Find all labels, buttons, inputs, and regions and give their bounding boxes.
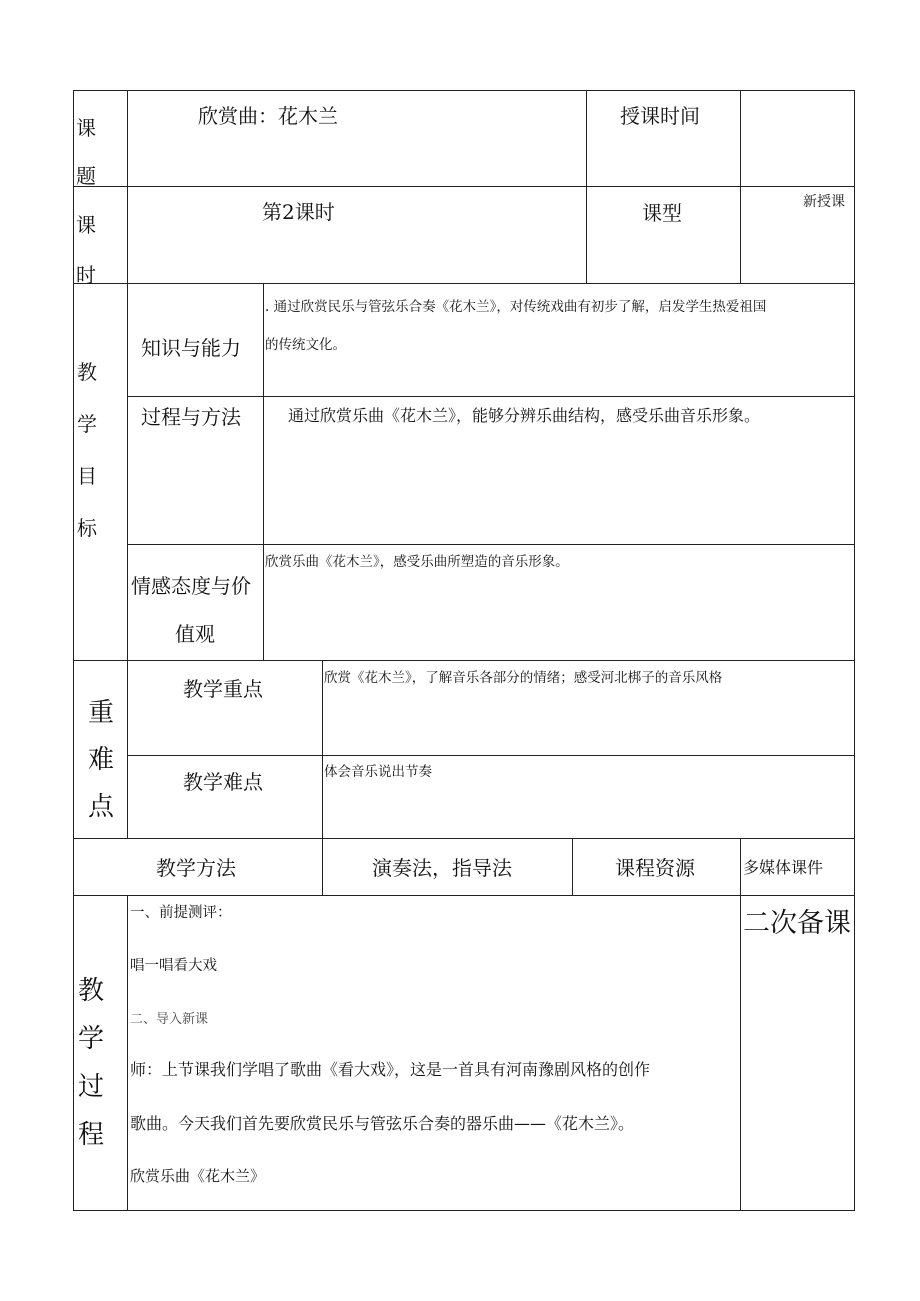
- process-line-listen: 欣赏乐曲《花木兰》: [130, 1167, 266, 1185]
- type-value: 新授课: [803, 194, 845, 210]
- method-value: 演奏法，指导法: [372, 856, 512, 880]
- focus-label: 教学重点: [183, 677, 263, 701]
- emotion-text: 欣赏乐曲《花木兰》，感受乐曲所塑造的音乐形象。: [265, 554, 569, 570]
- topic-label: 课题: [76, 116, 96, 188]
- topic-value: 欣赏曲：花木兰: [198, 104, 338, 128]
- period-label: 课时: [76, 213, 96, 287]
- emotion-label-line2: 值观: [175, 622, 215, 646]
- process-method-label: 过程与方法: [141, 405, 241, 429]
- process-line-song: 歌曲。今天我们首先要欣赏民乐与管弦乐合奏的器乐曲——《花木兰》。: [130, 1114, 635, 1133]
- type-label: 课型: [642, 201, 682, 225]
- process-line-pretest: 一、前提测评：: [130, 905, 232, 921]
- process-method-text: 通过欣赏乐曲《花木兰》，能够分辨乐曲结构，感受乐曲音乐形象。: [288, 406, 761, 425]
- key-points-label: 重难点: [88, 698, 115, 822]
- knowledge-text-line1: . 通过欣赏民乐与管弦乐合奏《花木兰》，对传统戏曲有初步了解，启发学生热爱祖国: [265, 299, 767, 315]
- process-label: 教学过程: [78, 976, 105, 1150]
- difficulty-label: 教学难点: [183, 770, 263, 794]
- knowledge-text-line2: 的传统文化。: [265, 337, 346, 353]
- resource-value: 多媒体课件: [743, 858, 824, 877]
- focus-text: 欣赏《花木兰》，了解音乐各部分的情绪；感受河北梆子的音乐风格: [324, 670, 723, 686]
- resource-label: 课程资源: [615, 856, 695, 880]
- knowledge-label: 知识与能力: [141, 336, 241, 360]
- objectives-label: 教学目标: [77, 360, 97, 540]
- process-line-intro: 二、导入新课: [130, 1012, 209, 1027]
- emotion-label-line1: 情感态度与价: [131, 574, 251, 598]
- process-line-sing: 唱一唱看大戏: [130, 958, 217, 974]
- difficulty-text: 体会音乐说出节奏: [324, 764, 432, 780]
- process-line-teacher: 师：上节课我们学唱了歌曲《看大戏》，这是一首具有河南豫剧风格的创作: [130, 1060, 651, 1079]
- period-value: 第2课时: [262, 200, 335, 224]
- method-label: 教学方法: [156, 856, 236, 880]
- time-label: 授课时间: [620, 104, 700, 128]
- second-prep-label: 二次备课: [743, 908, 851, 939]
